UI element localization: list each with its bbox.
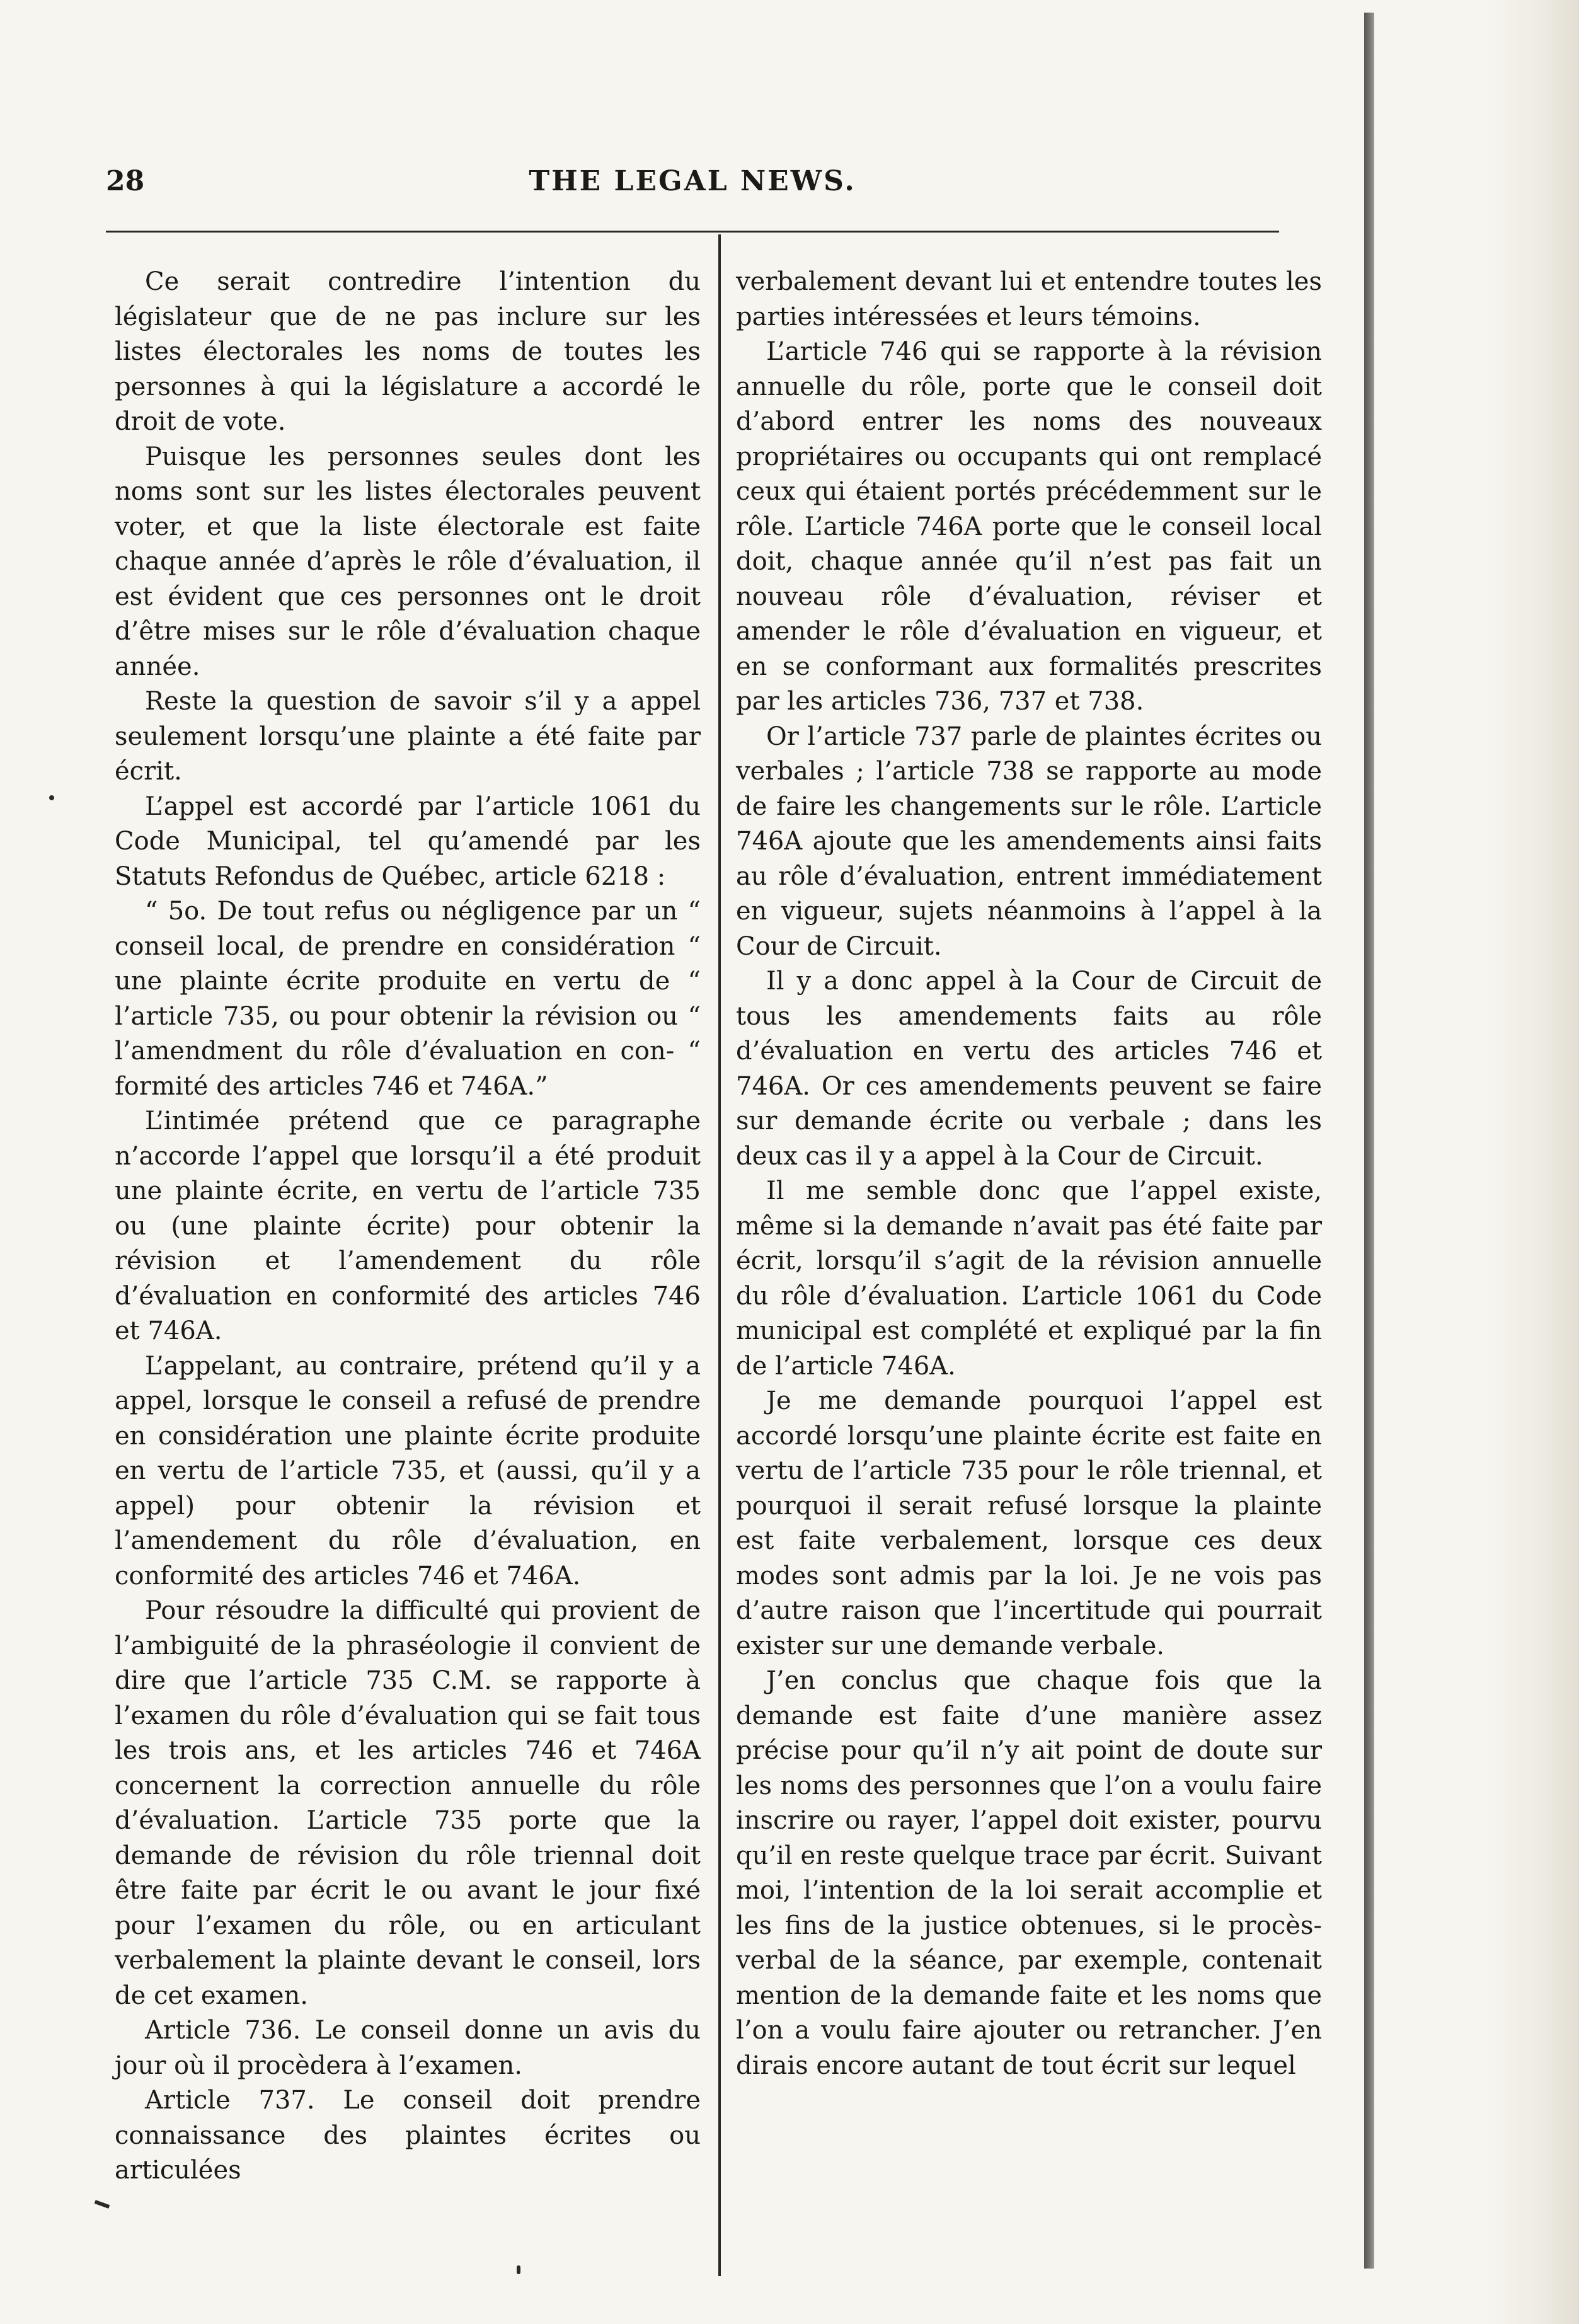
left-column (115, 265, 701, 2189)
paragraph: Article 737. Le conseil doit prendre connaissance des plaintes écrites ou articulées (115, 2086, 701, 2185)
paragraph: Ce serait contredire l’intention du législateur que de ne pas inclure sur les listes électorales les noms de toutes les personnes à qui la législature a accordé le droit de vote. (115, 267, 701, 436)
margin-mark (95, 2200, 110, 2209)
binding-edge (1364, 13, 1374, 2269)
paragraph: Or l’article 737 parle de plaintes écrites ou verbales ; l’article 738 se rapporte au mode de faire les changements sur le rôle. L’article 746A ajoute que les amendements ainsi faits au rôle d’évaluation, entrent immédiatement en vigueur, sujets néanmoins à l’appel à la Cour de Circuit. (736, 722, 1322, 961)
right-column (736, 265, 1322, 2083)
page-number: 28 (106, 165, 145, 197)
paragraph: Reste la question de savoir s’il y a appel seulement lorsqu’une plainte a été faite par écrit. (115, 687, 701, 786)
page-edge-shadow (1484, 0, 1579, 2324)
paragraph: J’en conclus que chaque fois que la demande est faite d’une manière assez précise pour qu’il n’y ait point de doute sur les noms des personnes que l’on a voulu faire inscrire ou rayer, l’appel doit exister, pourvu qu’il en reste quelque trace par écrit. Suivant moi, l’intention de la loi serait accomplie et les fins de la justice obtenues, si le procès-verbal de la séance, par exemple, contenait mention de la demande faite et les noms que l’on a voulu faire ajouter ou retrancher. J’en dirais encore autant de tout écrit sur lequel (736, 1666, 1322, 2080)
page-header (106, 165, 1279, 209)
paragraph: L’appelant, au contraire, prétend qu’il y a appel, lorsque le conseil a refusé de prendre en considération une plainte écrite produite en vertu de l’article 735, et (aussi, qu’il y a appel) pour obtenir la révision et l’amendement du rôle d’évaluation, en conformité des articles 746 et 746A. (115, 1351, 701, 1591)
paragraph: L’article 746 qui se rapporte à la révision annuelle du rôle, porte que le conseil doit d’abord entrer les noms des nouveaux propriétaires ou occupants qui ont remplacé ceux qui étaient portés précédemment sur le rôle. L’article 746A porte que le conseil local doit, chaque année qu’il n’est pas fait un nouveau rôle d’évaluation, réviser et amender le rôle d’évaluation en vigueur, et en se conformant aux formalités prescrites par les articles 736, 737 et 738. (736, 337, 1322, 716)
ink-speck (49, 795, 54, 800)
paragraph: L’intimée prétend que ce paragraphe n’accorde l’appel que lorsqu’il a été produit une plainte écrite, en vertu de l’article 735 ou (une plainte écrite) pour obtenir la révision et l’amendement du rôle d’évaluation en conformité des articles 746 et 746A. (115, 1107, 701, 1345)
paragraph: Puisque les personnes seules dont les noms sont sur les listes électorales peuvent voter, et que la liste électorale est faite chaque année d’après le rôle d’évaluation, il est évident que ces personnes ont le droit d’être mises sur le rôle d’évaluation chaque année. (115, 442, 701, 681)
paragraph: Il y a donc appel à la Cour de Circuit de tous les amendements faits au rôle d’évaluation en vertu des articles 746 et 746A. Or ces amendements peuvent se faire sur demande écrite ou verbale ; dans les deux cas il y a appel à la Cour de Circuit. (736, 967, 1322, 1171)
header-rule (106, 231, 1279, 233)
paragraph: Pour résoudre la difficulté qui provient de l’ambiguité de la phraséologie il convient de dire que l’article 735 C.M. se rapporte à l’examen du rôle d’évaluation qui se fait tous les trois ans, et les articles 746 et 746A concernent la correction annuelle du rôle d’évaluation. L’article 735 porte que la demande de révision du rôle triennal doit être faite par écrit le ou avant le jour fixé pour l’examen du rôle, ou en articulant verbalement la plainte devant le conseil, lors de cet examen. (115, 1596, 701, 2010)
paragraph: Je me demande pourquoi l’appel est accordé lorsqu’une plainte écrite est faite en vertu de l’article 735 pour le rôle triennal, et pourquoi il serait refusé lorsque la plainte est faite verbalement, lorsque ces deux modes sont admis par la loi. Je ne vois pas d’autre raison que l’incertitude qui pourrait exister sur une demande verbale. (736, 1386, 1322, 1660)
paragraph: verbalement devant lui et entendre toutes les parties intéressées et leurs témoins. (736, 267, 1322, 331)
running-head: THE LEGAL NEWS. (529, 165, 856, 197)
paragraph: L’appel est accordé par l’article 1061 du Code Municipal, tel qu’amendé par les Statuts Refondus de Québec, article 6218 : (115, 791, 701, 891)
quoted-statute: “ 5o. De tout refus ou négligence par un “ conseil local, de prendre en considération “ une plainte écrite produite en vertu de “ l’article 735, ou pour obtenir la révision ou “ l’amendment du rôle d’évaluation en con- “ formité des articles 746 et 746A.” (115, 897, 701, 1101)
ink-speck (517, 2265, 520, 2274)
paragraph: Article 736. Le conseil donne un avis du jour où il procèdera à l’examen. (115, 2016, 701, 2080)
paragraph: Il me semble donc que l’appel existe, même si la demande n’avait pas été faite par écrit, lorsqu’il s’agit de la révision annuelle du rôle d’évaluation. L’article 1061 du Code municipal est complété et expliqué par la fin de l’article 746A. (736, 1176, 1322, 1381)
column-divider (718, 234, 721, 2276)
